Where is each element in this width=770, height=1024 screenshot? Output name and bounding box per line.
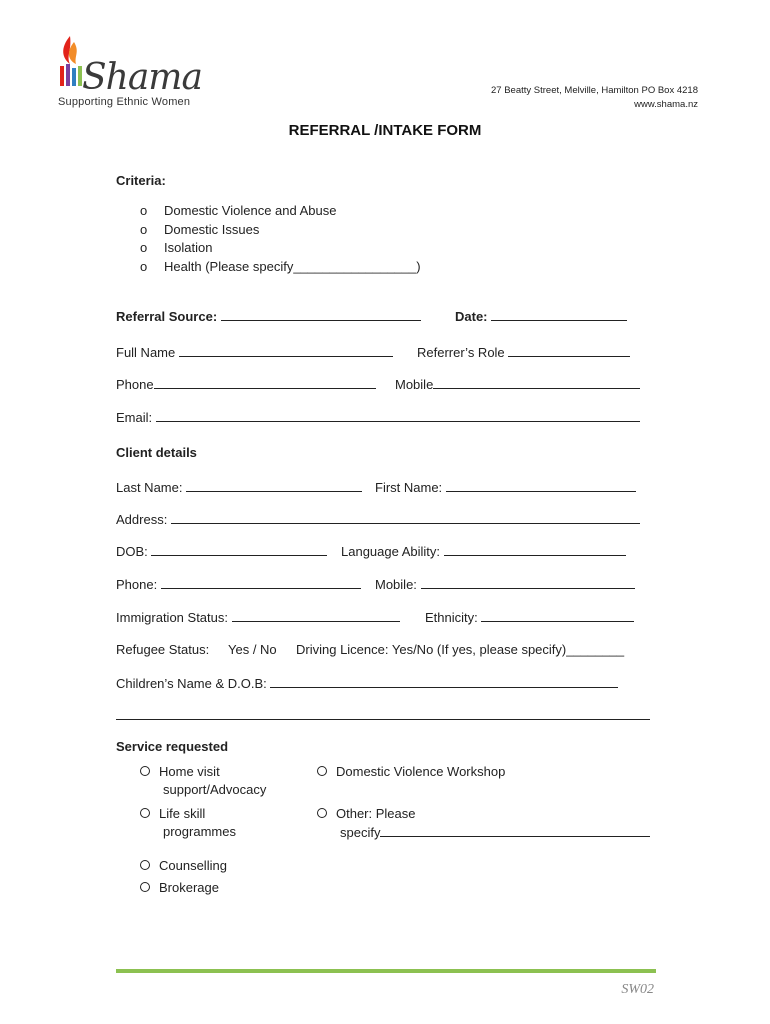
dob-label: DOB: (116, 543, 327, 559)
ethnicity-label: Ethnicity: (425, 609, 634, 625)
last-name-field[interactable] (186, 479, 362, 492)
radio-circle-icon[interactable] (140, 860, 150, 870)
mobile-label: Mobile (395, 376, 640, 392)
referrer-role-field[interactable] (508, 344, 630, 357)
service-heading: Service requested (116, 739, 229, 754)
org-website[interactable]: www.shama.nz (634, 99, 698, 110)
immigration-label: Immigration Status: (116, 609, 400, 625)
address-field[interactable] (171, 511, 640, 524)
children-label: Children’s Name & D.O.B: (116, 675, 618, 691)
org-address-block (491, 84, 698, 112)
phone-field[interactable] (154, 376, 376, 389)
ethnicity-field[interactable] (481, 609, 634, 622)
first-name-field[interactable] (446, 479, 636, 492)
refugee-yes-no[interactable]: Yes / No (228, 642, 277, 657)
referrer-role-label: Referrer’s Role (417, 344, 630, 360)
full-name-field[interactable] (179, 344, 393, 357)
email-field[interactable] (156, 409, 640, 422)
option-other[interactable]: Other: Please (317, 806, 416, 821)
full-name-label: Full Name (116, 344, 393, 360)
driving-licence-label[interactable]: Driving Licence: Yes/No (If yes, please specify)________ (296, 642, 625, 657)
radio-circle-icon[interactable] (140, 808, 150, 818)
address-label: Address: (116, 511, 640, 527)
logo-wordmark: Shama (82, 57, 202, 98)
option-counselling[interactable]: Counselling (140, 858, 227, 873)
radio-circle-icon[interactable] (317, 766, 327, 776)
language-label: Language Ability: (341, 543, 626, 559)
option-other-line2: specify (340, 824, 650, 840)
footer-divider (116, 969, 656, 973)
form-title: REFERRAL /INTAKE FORM (288, 122, 482, 139)
date-label: Date: (455, 308, 627, 324)
criteria-heading: Criteria: (116, 173, 166, 188)
tagline: Supporting Ethnic Women (58, 96, 191, 108)
criteria-item[interactable]: o Domestic Violence and Abuse (140, 203, 337, 218)
option-home-visit[interactable]: Home visit (140, 764, 220, 779)
immigration-field[interactable] (232, 609, 400, 622)
radio-circle-icon[interactable] (140, 882, 150, 892)
mobile-field[interactable] (433, 376, 640, 389)
criteria-item[interactable]: o Domestic Issues (140, 222, 260, 237)
option-life-skill[interactable]: Life skill (140, 806, 205, 821)
language-field[interactable] (444, 543, 626, 556)
refugee-label: Refugee Status: (116, 642, 210, 657)
children-extra-line[interactable] (116, 719, 650, 720)
client-details-heading: Client details (116, 445, 197, 460)
dob-field[interactable] (151, 543, 327, 556)
criteria-item[interactable]: o Isolation (140, 240, 213, 255)
children-field[interactable] (270, 675, 618, 688)
other-specify-field[interactable] (380, 824, 650, 837)
radio-circle-icon[interactable] (140, 766, 150, 776)
client-mobile-label: Mobile: (375, 576, 635, 592)
client-phone-field[interactable] (161, 576, 361, 589)
form-code: SW02 (621, 982, 654, 997)
org-address: 27 Beatty Street, Melville, Hamilton PO Box 4218 (491, 85, 698, 96)
criteria-item[interactable]: o Health (Please specify_________________) (140, 259, 421, 274)
last-name-label: Last Name: (116, 479, 362, 495)
radio-circle-icon[interactable] (317, 808, 327, 818)
client-phone-label: Phone: (116, 576, 361, 592)
phone-label: Phone (116, 376, 376, 392)
referral-source-label: Referral Source: (116, 308, 421, 324)
option-dv-workshop[interactable]: Domestic Violence Workshop (317, 764, 505, 779)
option-life-skill-line2: programmes (163, 824, 236, 839)
referral-source-field[interactable] (221, 308, 421, 321)
date-field[interactable] (491, 308, 627, 321)
client-mobile-field[interactable] (421, 576, 635, 589)
option-home-visit-line2: support/Advocacy (163, 782, 267, 797)
first-name-label: First Name: (375, 479, 636, 495)
email-label: Email: (116, 409, 640, 425)
option-brokerage[interactable]: Brokerage (140, 880, 219, 895)
